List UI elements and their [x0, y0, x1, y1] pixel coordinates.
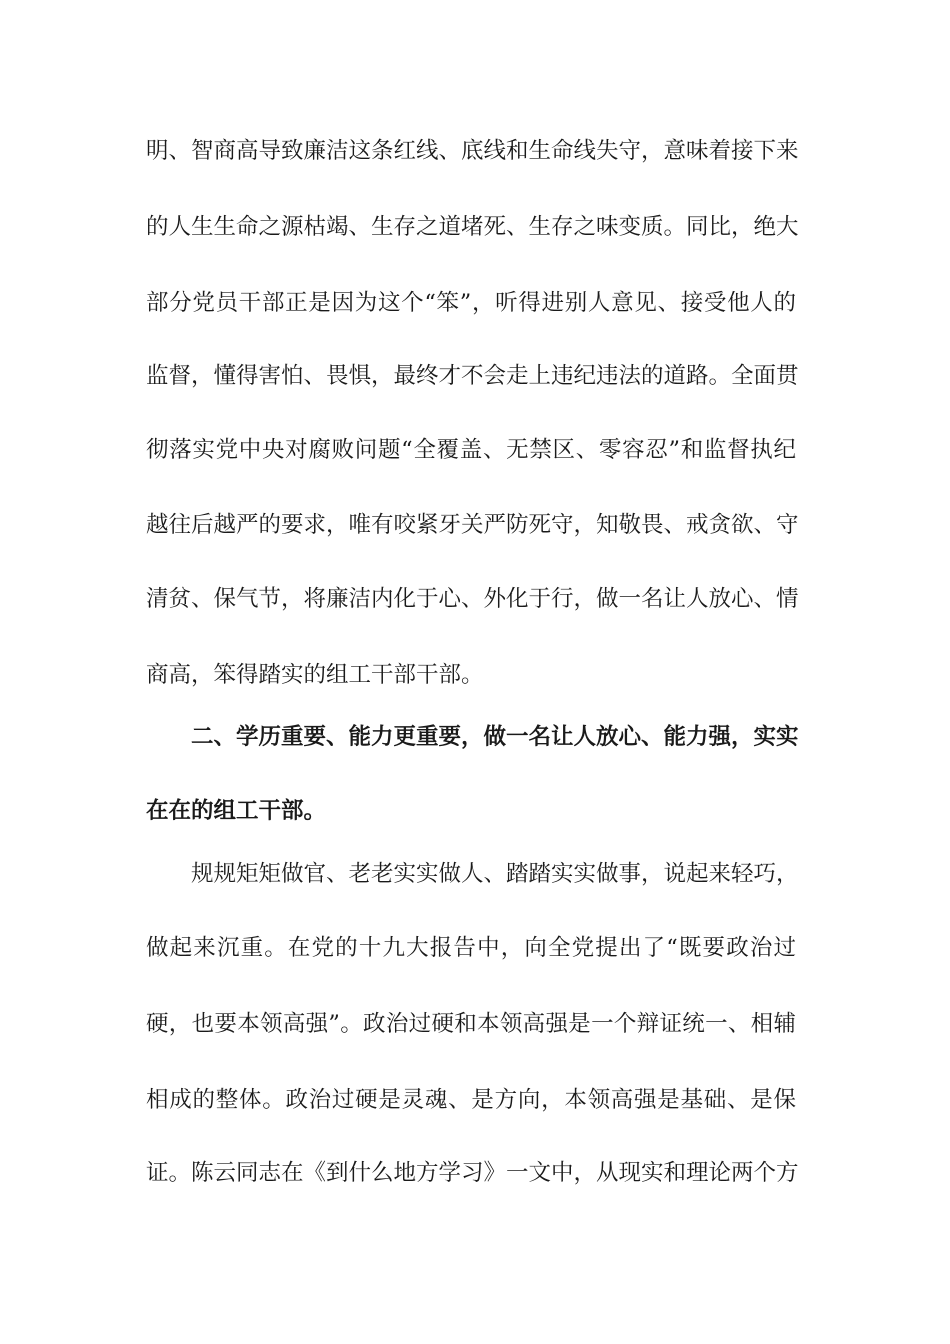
text-line: 硬，也要本领高强”。政治过硬和本领高强是一个辩证统一、相辅	[146, 1011, 796, 1037]
text-line: 商高，笨得踏实的组工干部干部。	[146, 662, 484, 688]
text-line: 清贫、保气节，将廉洁内化于心、外化于行，做一名让人放心、情	[146, 586, 799, 612]
text-line: 彻落实党中央对腐败问题“全覆盖、无禁区、零容忍”和监督执纪	[146, 437, 796, 463]
text-line: 部分党员干部正是因为这个“笨”，听得进别人意见、接受他人的	[146, 290, 796, 316]
text-line: 做起来沉重。在党的十九大报告中，向全党提出了“既要政治过	[146, 935, 796, 961]
text-line: 监督，懂得害怕、畏惧，最终才不会走上违纪违法的道路。全面贯	[146, 363, 799, 389]
heading-line: 在在的组工干部。	[146, 798, 327, 824]
text-line: 规规矩矩做官、老老实实做人、踏踏实实做事，说起来轻巧，	[191, 861, 799, 887]
text-line: 相成的整体。政治过硬是灵魂、是方向，本领高强是基础、是保	[146, 1087, 796, 1113]
text-line: 明、智商高导致廉洁这条红线、底线和生命线失守，意味着接下来	[146, 138, 799, 164]
text-line: 越往后越严的要求，唯有咬紧牙关严防死守，知敬畏、戒贪欲、守	[146, 512, 799, 538]
text-line: 的人生生命之源枯竭、生存之道堵死、生存之味变质。同比，绝大	[146, 214, 799, 240]
text-line: 证。陈云同志在《到什么地方学习》一文中，从现实和理论两个方	[146, 1160, 799, 1186]
heading-line: 二、学历重要、能力更重要，做一名让人放心、能力强，实实	[191, 724, 799, 750]
